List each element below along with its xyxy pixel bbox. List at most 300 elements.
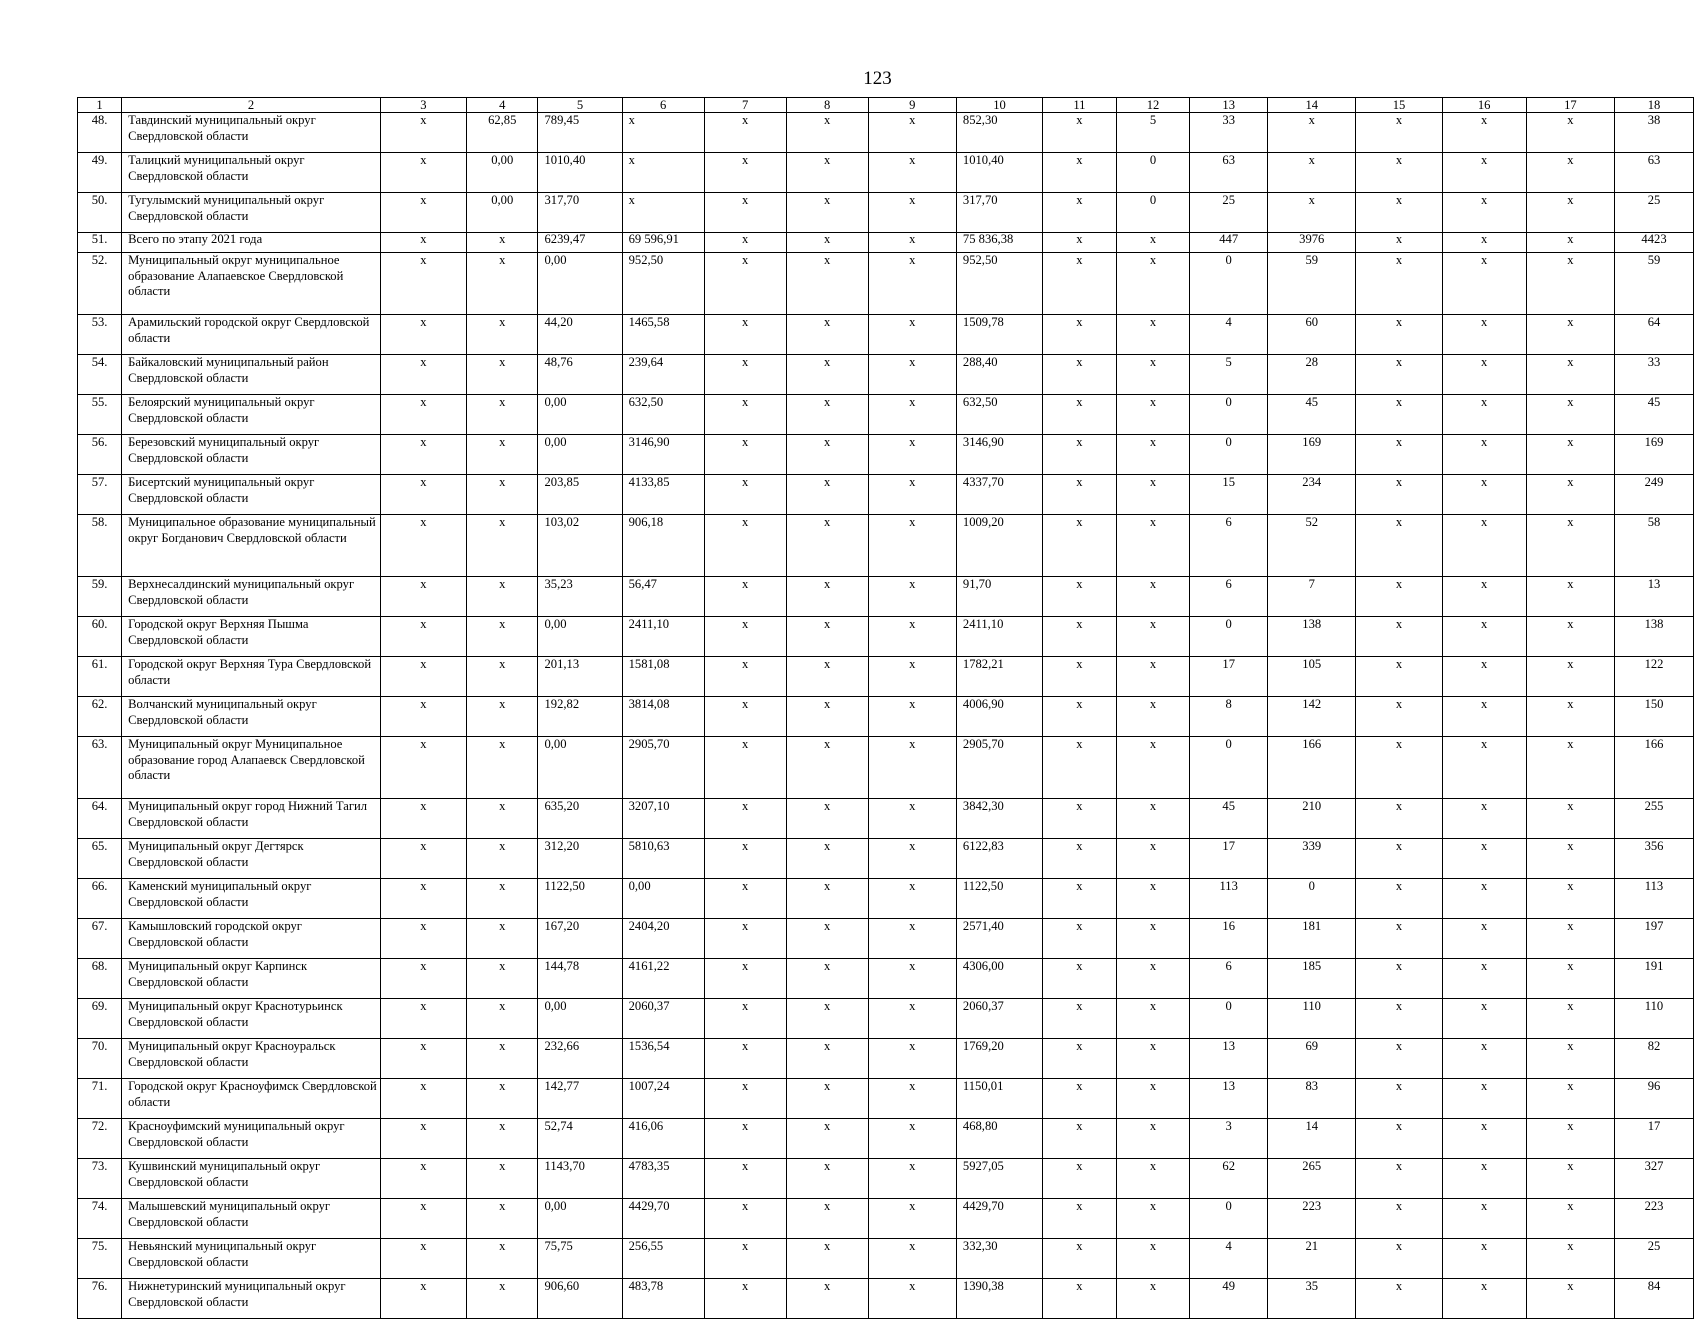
table-cell: x	[1043, 153, 1117, 193]
table-cell: 144,78	[538, 959, 622, 999]
table-cell: x	[1442, 577, 1526, 617]
table-cell: x	[1043, 113, 1117, 153]
column-header: 10	[956, 98, 1042, 113]
table-cell: x	[868, 1039, 956, 1079]
table-cell: x	[1442, 999, 1526, 1039]
table-cell: x	[868, 737, 956, 799]
table-cell: x	[786, 617, 868, 657]
table-cell: x	[1356, 959, 1442, 999]
table-cell: 1536,54	[622, 1039, 704, 1079]
municipality-name: Каменский муниципальный округ Свердловской области	[122, 879, 381, 919]
table-cell: x	[1116, 879, 1190, 919]
table-row	[78, 475, 1694, 515]
table-cell: x	[467, 959, 538, 999]
table-row	[78, 617, 1694, 657]
municipality-name: Бисертский муниципальный округ Свердловской области	[122, 475, 381, 515]
municipality-name: Муниципальное образование муниципальный округ Богданович Свердловской области	[122, 515, 381, 577]
table-cell: x	[786, 515, 868, 577]
table-cell: x	[1116, 959, 1190, 999]
table-cell: x	[467, 919, 538, 959]
row-number: 59.	[78, 577, 122, 617]
municipality-name: Муниципальный округ Муниципальное образование город Алапаевск Свердловской области	[122, 737, 381, 799]
table-cell: 0	[1190, 1199, 1268, 1239]
table-cell: 1007,24	[622, 1079, 704, 1119]
table-cell: 632,50	[956, 395, 1042, 435]
table-cell: x	[704, 879, 786, 919]
table-cell: x	[1356, 435, 1442, 475]
table-cell: x	[1356, 839, 1442, 879]
table-cell: 7	[1268, 577, 1356, 617]
table-cell: 288,40	[956, 355, 1042, 395]
table-cell: x	[1043, 435, 1117, 475]
table-cell: x	[467, 1119, 538, 1159]
table-cell: x	[380, 395, 466, 435]
table-cell: x	[1356, 577, 1442, 617]
table-cell: x	[380, 113, 466, 153]
table-cell: x	[1356, 617, 1442, 657]
table-row	[78, 1239, 1694, 1279]
table-cell: x	[467, 657, 538, 697]
row-number: 66.	[78, 879, 122, 919]
table-cell: x	[1268, 193, 1356, 233]
table-cell: x	[1442, 657, 1526, 697]
column-header: 12	[1116, 98, 1190, 113]
table-cell: x	[704, 1119, 786, 1159]
table-cell: x	[380, 1079, 466, 1119]
table-cell: 25	[1190, 193, 1268, 233]
table-row	[78, 355, 1694, 395]
row-number: 53.	[78, 315, 122, 355]
table-cell: 0,00	[538, 737, 622, 799]
table-cell: 2905,70	[622, 737, 704, 799]
table-cell: 5927,05	[956, 1159, 1042, 1199]
table-cell: 256,55	[622, 1239, 704, 1279]
table-cell: x	[1442, 959, 1526, 999]
table-cell: x	[1356, 1119, 1442, 1159]
table-cell: x	[704, 839, 786, 879]
table-cell: 49	[1190, 1279, 1268, 1319]
table-cell: 113	[1615, 879, 1694, 919]
table-row	[78, 657, 1694, 697]
table-cell: 192,82	[538, 697, 622, 737]
column-header: 8	[786, 98, 868, 113]
table-cell: 16	[1190, 919, 1268, 959]
table-cell: x	[1442, 879, 1526, 919]
table-cell: x	[380, 959, 466, 999]
column-header: 7	[704, 98, 786, 113]
table-cell: 1010,40	[538, 153, 622, 193]
table-cell: x	[704, 737, 786, 799]
column-header: 13	[1190, 98, 1268, 113]
table-cell: x	[868, 355, 956, 395]
table-row	[78, 153, 1694, 193]
table-cell: x	[786, 1079, 868, 1119]
table-cell: 138	[1268, 617, 1356, 657]
table-cell: 58	[1615, 515, 1694, 577]
table-cell: x	[1526, 153, 1614, 193]
table-cell: x	[1268, 153, 1356, 193]
table-cell: x	[1116, 1159, 1190, 1199]
row-number: 49.	[78, 153, 122, 193]
table-cell: 64	[1615, 315, 1694, 355]
table-cell: x	[1526, 475, 1614, 515]
table-cell: x	[1526, 315, 1614, 355]
table-cell: 62,85	[467, 113, 538, 153]
table-cell: 312,20	[538, 839, 622, 879]
table-cell: x	[467, 1279, 538, 1319]
table-cell: 210	[1268, 799, 1356, 839]
table-cell: x	[1043, 475, 1117, 515]
table-cell: x	[380, 253, 466, 315]
table-row	[78, 515, 1694, 577]
table-cell: x	[1043, 1199, 1117, 1239]
table-cell: x	[704, 515, 786, 577]
table-cell: x	[1356, 315, 1442, 355]
table-cell: x	[1268, 113, 1356, 153]
municipality-name: Муниципальный округ Красноуральск Свердловской области	[122, 1039, 381, 1079]
table-cell: x	[1356, 919, 1442, 959]
table-cell: x	[1526, 959, 1614, 999]
table-cell: x	[467, 1079, 538, 1119]
table-cell: 6	[1190, 959, 1268, 999]
table-cell: 327	[1615, 1159, 1694, 1199]
table-cell: 952,50	[956, 253, 1042, 315]
table-cell: x	[1442, 697, 1526, 737]
table-cell: x	[467, 475, 538, 515]
table-cell: x	[868, 617, 956, 657]
table-cell: 0,00	[467, 153, 538, 193]
table-cell: x	[1356, 515, 1442, 577]
table-cell: x	[1356, 879, 1442, 919]
table-cell: 8	[1190, 697, 1268, 737]
table-cell: x	[1442, 1279, 1526, 1319]
table-cell: x	[1043, 515, 1117, 577]
table-cell: 60	[1268, 315, 1356, 355]
table-cell: x	[1116, 435, 1190, 475]
table-cell: x	[868, 879, 956, 919]
municipality-name: Городской округ Верхняя Тура Свердловской области	[122, 657, 381, 697]
table-row	[78, 1279, 1694, 1319]
table-cell: 249	[1615, 475, 1694, 515]
table-row	[78, 959, 1694, 999]
table-cell: x	[786, 799, 868, 839]
table-cell: x	[786, 1199, 868, 1239]
table-cell: x	[1043, 355, 1117, 395]
table-cell: x	[704, 153, 786, 193]
table-cell: x	[1526, 1239, 1614, 1279]
table-cell: x	[380, 435, 466, 475]
table-cell: x	[1043, 657, 1117, 697]
column-header: 16	[1442, 98, 1526, 113]
table-cell: x	[1442, 315, 1526, 355]
table-cell: x	[1442, 395, 1526, 435]
table-cell: 75 836,38	[956, 233, 1042, 253]
table-cell: 59	[1268, 253, 1356, 315]
table-cell: x	[1043, 193, 1117, 233]
table-cell: 25	[1615, 1239, 1694, 1279]
table-cell: 33	[1615, 355, 1694, 395]
table-cell: x	[380, 1039, 466, 1079]
municipality-name: Кушвинский муниципальный округ Свердловской области	[122, 1159, 381, 1199]
table-cell: 0,00	[538, 253, 622, 315]
table-cell: 3	[1190, 1119, 1268, 1159]
table-row	[78, 919, 1694, 959]
table-cell: 0	[1190, 617, 1268, 657]
table-cell: x	[786, 999, 868, 1039]
table-cell: x	[704, 617, 786, 657]
table-cell: x	[1442, 253, 1526, 315]
table-cell: x	[1526, 515, 1614, 577]
table-cell: 1010,40	[956, 153, 1042, 193]
row-number: 58.	[78, 515, 122, 577]
table-cell: 4783,35	[622, 1159, 704, 1199]
table-row	[78, 253, 1694, 315]
table-cell: x	[380, 1119, 466, 1159]
table-cell: 185	[1268, 959, 1356, 999]
table-cell: 4	[1190, 315, 1268, 355]
table-row	[78, 999, 1694, 1039]
table-cell: x	[868, 999, 956, 1039]
table-cell: x	[622, 193, 704, 233]
table-cell: 191	[1615, 959, 1694, 999]
row-number: 68.	[78, 959, 122, 999]
table-cell: x	[622, 113, 704, 153]
table-cell: 48,76	[538, 355, 622, 395]
table-cell: 332,30	[956, 1239, 1042, 1279]
table-cell: x	[380, 999, 466, 1039]
table-cell: x	[704, 697, 786, 737]
table-cell: x	[1442, 1199, 1526, 1239]
table-cell: x	[1356, 233, 1442, 253]
table-cell: x	[467, 1159, 538, 1199]
row-number: 70.	[78, 1039, 122, 1079]
table-cell: x	[1043, 737, 1117, 799]
table-cell: x	[1356, 475, 1442, 515]
municipality-name: Всего по этапу 2021 года	[122, 233, 381, 253]
table-cell: 232,66	[538, 1039, 622, 1079]
table-cell: 234	[1268, 475, 1356, 515]
table-cell: 6	[1190, 515, 1268, 577]
table-cell: 91,70	[956, 577, 1042, 617]
column-header: 9	[868, 98, 956, 113]
table-cell: 0	[1190, 395, 1268, 435]
table-cell: x	[380, 153, 466, 193]
table-cell: x	[467, 233, 538, 253]
table-cell: 0,00	[538, 435, 622, 475]
table-row	[78, 577, 1694, 617]
table-cell: 1122,50	[538, 879, 622, 919]
table-cell: x	[380, 879, 466, 919]
table-cell: 5	[1116, 113, 1190, 153]
table-cell: x	[1526, 617, 1614, 657]
table-cell: x	[380, 577, 466, 617]
row-number: 67.	[78, 919, 122, 959]
table-cell: 169	[1615, 435, 1694, 475]
table-cell: x	[786, 697, 868, 737]
table-cell: 2411,10	[622, 617, 704, 657]
table-cell: 1509,78	[956, 315, 1042, 355]
table-row	[78, 839, 1694, 879]
table-cell: x	[380, 697, 466, 737]
municipality-name: Красноуфимский муниципальный округ Свердловской области	[122, 1119, 381, 1159]
table-cell: x	[704, 193, 786, 233]
table-cell: x	[1356, 1159, 1442, 1199]
table-cell: 0,00	[538, 395, 622, 435]
table-cell: x	[1442, 1119, 1526, 1159]
row-number: 72.	[78, 1119, 122, 1159]
table-cell: x	[786, 253, 868, 315]
row-number: 51.	[78, 233, 122, 253]
table-cell: x	[1116, 1199, 1190, 1239]
table-cell: 635,20	[538, 799, 622, 839]
row-number: 69.	[78, 999, 122, 1039]
table-cell: x	[467, 1199, 538, 1239]
table-cell: 3976	[1268, 233, 1356, 253]
table-cell: 0	[1116, 193, 1190, 233]
table-cell: 0	[1190, 435, 1268, 475]
municipality-name: Муниципальный округ Краснотурьинск Свердловской области	[122, 999, 381, 1039]
municipality-name: Волчанский муниципальный округ Свердловской области	[122, 697, 381, 737]
table-cell: 166	[1615, 737, 1694, 799]
table-cell: x	[467, 515, 538, 577]
table-cell: x	[1043, 577, 1117, 617]
table-cell: x	[1043, 919, 1117, 959]
table-cell: x	[704, 475, 786, 515]
table-cell: x	[1526, 355, 1614, 395]
table-cell: 223	[1615, 1199, 1694, 1239]
table-cell: 28	[1268, 355, 1356, 395]
table-cell: x	[786, 113, 868, 153]
table-cell: 59	[1615, 253, 1694, 315]
table-cell: x	[1116, 919, 1190, 959]
column-header: 6	[622, 98, 704, 113]
municipality-name: Невьянский муниципальный округ Свердловской области	[122, 1239, 381, 1279]
table-cell: x	[1043, 253, 1117, 315]
table-cell: x	[868, 233, 956, 253]
table-cell: 63	[1615, 153, 1694, 193]
table-row	[78, 395, 1694, 435]
table-cell: x	[467, 999, 538, 1039]
municipality-name: Тавдинский муниципальный округ Свердловской области	[122, 113, 381, 153]
table-cell: x	[1116, 233, 1190, 253]
table-cell: 201,13	[538, 657, 622, 697]
table-cell: 0	[1268, 879, 1356, 919]
table-cell: x	[704, 355, 786, 395]
table-cell: 5810,63	[622, 839, 704, 879]
table-cell: 13	[1190, 1079, 1268, 1119]
table-cell: x	[1442, 153, 1526, 193]
table-cell: x	[1116, 395, 1190, 435]
table-cell: 110	[1615, 999, 1694, 1039]
municipality-name: Белоярский муниципальный округ Свердловской области	[122, 395, 381, 435]
table-cell: 15	[1190, 475, 1268, 515]
table-cell: 1769,20	[956, 1039, 1042, 1079]
table-cell: x	[704, 253, 786, 315]
table-cell: 4161,22	[622, 959, 704, 999]
table-cell: 113	[1190, 879, 1268, 919]
table-cell: x	[1442, 435, 1526, 475]
data-table	[77, 97, 1694, 1319]
table-row	[78, 1159, 1694, 1199]
table-cell: 21	[1268, 1239, 1356, 1279]
table-cell: x	[1116, 1039, 1190, 1079]
table-cell: x	[1356, 697, 1442, 737]
table-cell: x	[1526, 1159, 1614, 1199]
table-cell: 17	[1190, 839, 1268, 879]
table-cell: x	[1526, 737, 1614, 799]
table-cell: x	[704, 435, 786, 475]
table-row	[78, 113, 1694, 153]
row-number: 63.	[78, 737, 122, 799]
table-cell: x	[1526, 697, 1614, 737]
table-cell: x	[1116, 1239, 1190, 1279]
table-cell: x	[868, 1199, 956, 1239]
table-row	[78, 799, 1694, 839]
table-cell: 14	[1268, 1119, 1356, 1159]
table-cell: x	[622, 153, 704, 193]
table-cell: 82	[1615, 1039, 1694, 1079]
row-number: 57.	[78, 475, 122, 515]
table-cell: x	[1043, 315, 1117, 355]
table-cell: x	[1442, 839, 1526, 879]
table-cell: x	[1116, 475, 1190, 515]
table-cell: 0,00	[538, 1199, 622, 1239]
table-cell: 2571,40	[956, 919, 1042, 959]
row-number: 60.	[78, 617, 122, 657]
table-cell: x	[380, 617, 466, 657]
table-cell: x	[1356, 1239, 1442, 1279]
municipality-name: Арамильский городской округ Свердловской области	[122, 315, 381, 355]
table-cell: x	[786, 577, 868, 617]
municipality-name: Нижнетуринский муниципальный округ Свердловской области	[122, 1279, 381, 1319]
table-cell: 265	[1268, 1159, 1356, 1199]
table-cell: x	[1043, 1079, 1117, 1119]
table-cell: 3207,10	[622, 799, 704, 839]
row-number: 74.	[78, 1199, 122, 1239]
table-cell: x	[868, 657, 956, 697]
table-cell: x	[1043, 1039, 1117, 1079]
table-cell: x	[1116, 253, 1190, 315]
table-cell: x	[868, 799, 956, 839]
row-number: 71.	[78, 1079, 122, 1119]
table-cell: x	[704, 395, 786, 435]
header-row	[78, 98, 1694, 113]
table-cell: x	[1116, 577, 1190, 617]
table-cell: 35	[1268, 1279, 1356, 1319]
table-cell: 255	[1615, 799, 1694, 839]
table-cell: x	[467, 395, 538, 435]
table-cell: x	[467, 879, 538, 919]
table-cell: x	[786, 839, 868, 879]
table-cell: x	[1442, 515, 1526, 577]
municipality-name: Тугулымский муниципальный округ Свердловской области	[122, 193, 381, 233]
table-cell: 4429,70	[622, 1199, 704, 1239]
row-number: 50.	[78, 193, 122, 233]
table-cell: x	[1442, 799, 1526, 839]
row-number: 64.	[78, 799, 122, 839]
table-cell: 4	[1190, 1239, 1268, 1279]
table-cell: x	[1526, 799, 1614, 839]
column-header: 14	[1268, 98, 1356, 113]
table-cell: 52	[1268, 515, 1356, 577]
table-cell: 1390,38	[956, 1279, 1042, 1319]
table-cell: 339	[1268, 839, 1356, 879]
table-cell: x	[704, 1079, 786, 1119]
table-cell: 13	[1615, 577, 1694, 617]
table-cell: x	[380, 233, 466, 253]
row-number: 52.	[78, 253, 122, 315]
table-cell: x	[380, 355, 466, 395]
